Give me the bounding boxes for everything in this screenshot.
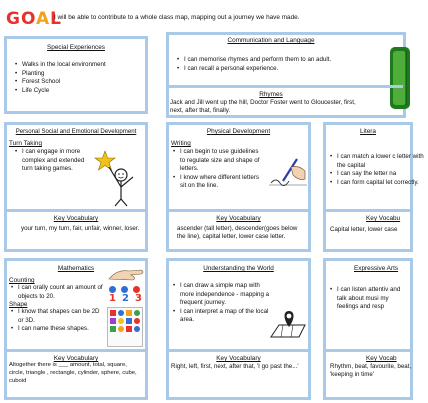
literacy-title: Litera — [360, 128, 376, 135]
rhymes-section — [169, 85, 403, 125]
pse-box — [4, 122, 148, 252]
list-item: • Walks in the local environment — [13, 61, 145, 70]
utw-vocab-section — [169, 349, 308, 403]
mathematics-box — [4, 258, 148, 400]
utw-vocab-text: Right, left, first, next, after that, 'I go past the...' — [171, 363, 299, 370]
rhymes-title: Rhymes — [259, 91, 283, 98]
physical-vocab-title: Key Vocabulary — [216, 215, 261, 222]
pse-vocab-text: your turn, my turn, fair, unfair, winner, loser. — [21, 225, 140, 232]
list-item: • I can say the letter na — [328, 170, 428, 179]
list-item: • I can match a lower c letter with the capital — [328, 153, 428, 170]
list-item: • I can orally count an amount of objects to 20. — [9, 284, 105, 301]
physical-list — [171, 148, 263, 191]
counting-list — [9, 284, 105, 301]
special-experiences-list — [13, 61, 145, 95]
physical-development-title: Physical Development — [206, 128, 271, 135]
goal-logo: GOAL — [6, 9, 62, 29]
pse-list — [13, 148, 95, 174]
rhymes-text: Jack and Jill went up the hill, Doctor Foster went to Gloucester, first, next, after that, finally. — [170, 99, 356, 115]
turn-taking-label: Turn Taking — [9, 140, 43, 147]
mathematics-title: Mathematics — [57, 265, 95, 272]
communication-language-title: Communication and Language — [227, 37, 315, 44]
math-vocab-text: Altogether there is ___ amount, total, square, circle, triangle , rectangle, cylinder, sphere, cube, cuboid — [9, 362, 137, 384]
list-item: • I can recall a personal experience. — [175, 65, 355, 74]
ea-vocab-title: Key Vocab — [366, 355, 397, 362]
number-1: 1 — [109, 293, 116, 304]
literacy-vocab-text: Capital letter, lower case — [330, 226, 398, 233]
list-item: • Life Cycle — [13, 87, 145, 96]
writing-label: Writing — [171, 140, 191, 147]
understanding-world-list — [171, 282, 271, 325]
communication-language-list — [175, 56, 355, 73]
literacy-box — [323, 122, 424, 252]
list-item: • I can memorise rhymes and perform them to an adult. — [175, 56, 355, 65]
list-item: • I can listen attentiv and talk about musi my feelings and resp — [328, 286, 408, 312]
understanding-world-box — [166, 258, 311, 400]
star-person-icon — [95, 149, 141, 207]
list-item: • I can draw a simple map with more independence - mapping a frequent journey. — [171, 282, 271, 308]
literacy-list — [328, 153, 428, 187]
counter-dot — [133, 286, 140, 293]
list-item: • I can form capital let correctly. — [328, 179, 428, 188]
shapes-chart-icon — [107, 307, 143, 347]
expressive-arts-box — [323, 258, 413, 400]
list-item: • Forest School — [13, 78, 145, 87]
writing-hand-icon — [267, 153, 309, 193]
shape-list — [9, 308, 105, 334]
expressive-arts-list — [328, 286, 408, 312]
literacy-vocab-title: Key Vocabu — [366, 215, 401, 222]
list-item: • I can interpret a map of the local area. — [171, 308, 271, 325]
counter-dot — [121, 286, 128, 293]
pse-vocab-section — [7, 209, 145, 255]
physical-vocab-text: ascender (tall letter), descender(goes below the line), capital letter, lower case letter. — [177, 225, 298, 241]
number-2: 2 — [121, 293, 129, 304]
list-item: • I know where different letters sit on the line. — [171, 174, 263, 191]
list-item: • I can begin to use guidelines to regulate size and shape of letters. — [171, 148, 263, 174]
hand-icon — [107, 267, 147, 281]
shape-label: Shape — [9, 301, 28, 309]
physical-vocab-section — [169, 209, 308, 255]
list-item: • Planting — [13, 70, 145, 79]
math-vocab-section — [7, 349, 145, 403]
special-experiences-title: Special Experiences — [47, 44, 105, 51]
expressive-arts-title: Expressive Arts — [354, 265, 399, 272]
list-item: • I can name these shapes. — [9, 325, 105, 334]
pse-vocab-title: Key Vocabulary — [53, 215, 99, 222]
pse-title: Personal Social and Emotional Development — [15, 128, 137, 135]
utw-vocab-title: Key Vocabulary — [216, 355, 261, 362]
list-item: • I can engage in more complex and extended turn taking games. — [13, 148, 95, 174]
ea-vocab-text: Rhythm, beat, favourite, beat, 'keeping in time' — [330, 363, 412, 379]
understanding-world-title: Understanding the World — [203, 265, 274, 272]
counting-label: Counting — [9, 277, 35, 284]
special-experiences-box — [4, 36, 148, 114]
map-pin-icon — [269, 307, 307, 341]
literacy-vocab-section — [326, 209, 410, 255]
list-item: • I know that shapes can be 2D or 3D. — [9, 308, 105, 325]
communication-language-box — [166, 32, 406, 118]
counting-icon — [107, 267, 147, 304]
goal-header — [0, 0, 400, 36]
counter-dot — [109, 286, 116, 293]
ea-vocab-section — [326, 349, 410, 403]
number-3: 3 — [134, 293, 142, 304]
goal-statement: I will be able to contribute to a whole class map, mapping out a journey we have made. — [54, 14, 300, 21]
physical-development-box — [166, 122, 311, 252]
math-vocab-title: Key Vocabulary — [53, 355, 99, 362]
